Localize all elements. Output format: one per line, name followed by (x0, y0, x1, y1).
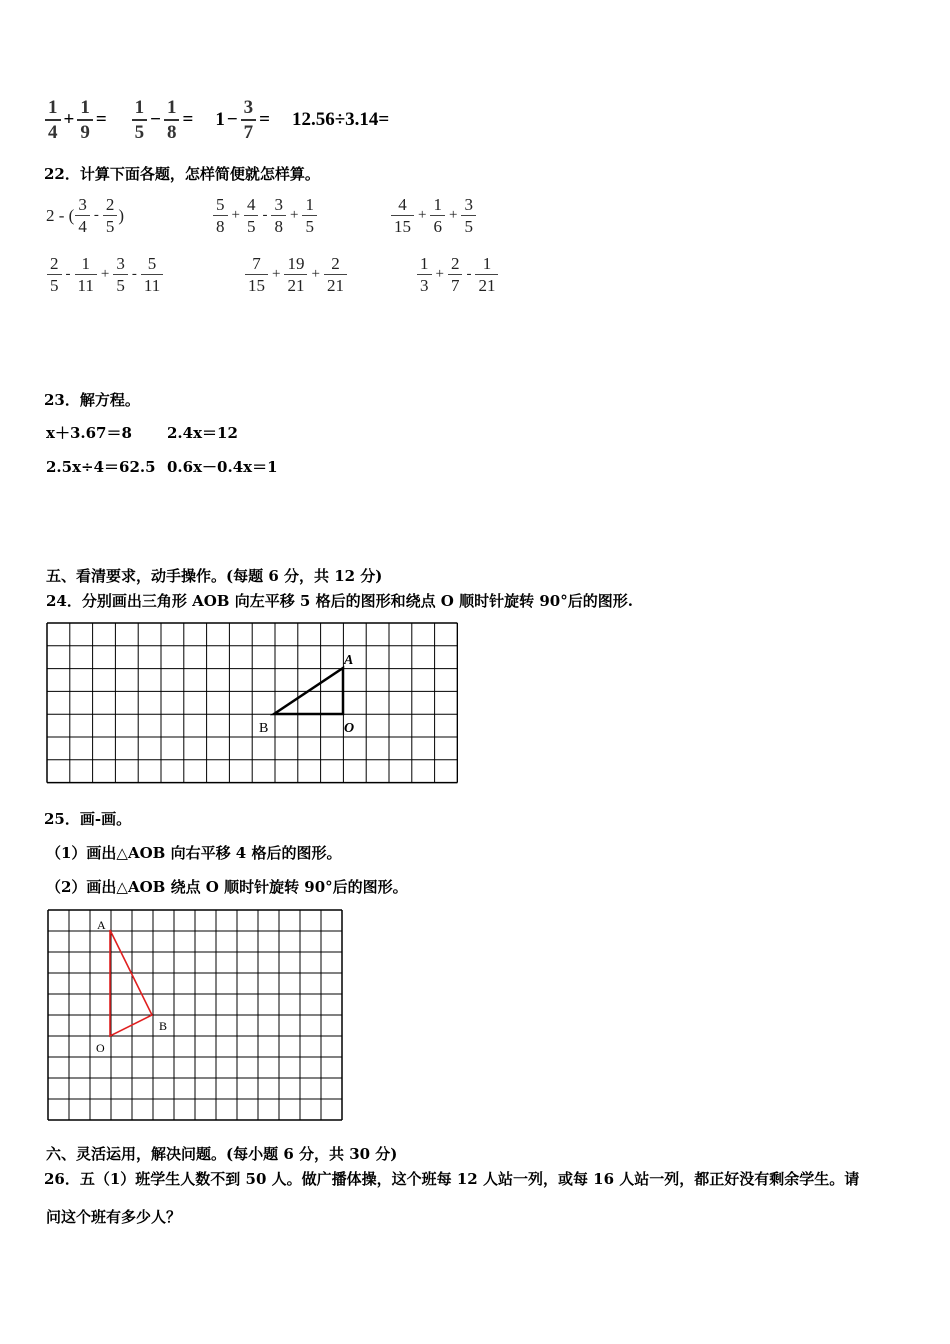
fraction: $\frac{2}{21}$ (324, 255, 347, 294)
label-a: A (97, 918, 106, 932)
operator: − (226, 109, 238, 130)
equation-1: x＋3.67＝8 (46, 424, 132, 442)
q22-title: 22．计算下面各题，怎样简便就怎样算。 (44, 165, 320, 183)
q25-sub-1: （1）画出△AOB 向右平移 4 格后的图形。 (46, 844, 342, 862)
operator: + (311, 266, 320, 282)
equation-2: 2.4x＝12 (167, 424, 238, 442)
label-b: B (159, 1019, 168, 1033)
fraction: $\frac{3}{5}$ (113, 255, 128, 294)
operator: + (289, 207, 299, 223)
fraction: $\frac{1}{6}$ (430, 196, 445, 235)
whole-number: 1 (215, 109, 225, 130)
grid-lines (48, 910, 342, 1120)
fraction: $\frac{7}{15}$ (245, 255, 268, 294)
close-paren: ) (118, 205, 124, 225)
fraction: $\frac{3}{4}$ (75, 196, 90, 235)
label-o: O (96, 1041, 105, 1055)
fraction: $\frac{1}{21}$ (475, 255, 498, 294)
label-b: B (259, 721, 269, 736)
q22-expr-r2c1 (46, 255, 164, 294)
operator: + (435, 266, 444, 282)
q25-grid-figure (47, 909, 345, 1123)
decimal-division: 12.56÷3.14= (291, 109, 390, 130)
q24-title: 24．分别画出三角形 AOB 向左平移 5 格后的图形和绕点 O 顺时针旋转 90°后的图形. (46, 592, 633, 610)
equals-sign: = (182, 109, 194, 130)
q26-line-2: 问这个班有多少人？ (46, 1208, 182, 1226)
equals-sign: = (259, 109, 270, 130)
expr-prefix: 2 - ( (46, 205, 75, 225)
q22-expr-r1c1 (46, 196, 124, 235)
q22-expr-r2c2 (244, 255, 348, 294)
label-o: O (344, 721, 355, 736)
fraction: $\frac{2}{5}$ (103, 196, 118, 235)
fraction: $\frac{2}{5}$ (47, 255, 62, 294)
fraction: $\frac{4}{15}$ (391, 196, 414, 235)
triangle-aob (110, 930, 152, 1036)
operator: + (272, 266, 281, 282)
fraction: $\frac{2}{7}$ (448, 255, 463, 294)
operator: + (448, 207, 458, 223)
fraction: $\frac{5}{8}$ (213, 196, 228, 235)
operator: - (93, 207, 99, 223)
q22-expr-r1c3 (390, 196, 477, 235)
equation-3: 2.5x÷4＝62.5 (46, 458, 156, 476)
fraction: $\frac{19}{21}$ (284, 255, 307, 294)
q26-line-1: 26．五（1）班学生人数不到 50 人。做广播体操，这个班每 12 人站一列，或每 16 人站一列，都正好没有剩余学生。请 (44, 1170, 860, 1188)
q22-expr-r1c2 (212, 196, 318, 235)
fraction: $\frac{1}{5}$ (302, 196, 317, 235)
operator: - (466, 266, 472, 282)
operator: + (418, 207, 427, 223)
operator: − (150, 109, 161, 130)
operator: + (100, 266, 110, 282)
q23-title: 23．解方程。 (44, 391, 140, 409)
fraction: $\frac{1}{5}$ (132, 98, 148, 142)
fraction: $\frac{1}{3}$ (417, 255, 432, 294)
fraction: $\frac{1}{9}$ (77, 98, 93, 142)
operator: - (65, 266, 71, 282)
equation-4: 0.6x－0.4x＝1 (167, 458, 278, 476)
label-a: A (344, 653, 354, 668)
operator: - (131, 266, 137, 282)
fraction: $\frac{3}{7}$ (241, 98, 257, 142)
q22-expr-r2c3 (416, 255, 499, 294)
q25-title: 25．画-画。 (44, 810, 132, 828)
section-5-heading: 五、看清要求，动手操作。(每题 6 分，共 12 分) (46, 567, 383, 585)
fraction: $\frac{1}{11}$ (75, 255, 97, 294)
operator: + (231, 207, 240, 223)
operator: + (63, 109, 75, 130)
equals-sign: = (95, 109, 107, 130)
section-6-heading: 六、灵活运用，解决问题。(每小题 6 分，共 30 分) (46, 1145, 398, 1163)
fraction: $\frac{1}{4}$ (45, 98, 61, 142)
fraction: $\frac{1}{8}$ (164, 98, 180, 142)
top-calc-row (44, 98, 389, 142)
fraction: $\frac{3}{5}$ (461, 196, 476, 235)
fraction: $\frac{3}{8}$ (271, 196, 286, 235)
fraction: $\frac{5}{11}$ (141, 255, 163, 294)
grid-lines (47, 623, 457, 783)
q24-grid-figure (46, 622, 458, 784)
fraction: $\frac{4}{5}$ (244, 196, 259, 235)
operator: - (262, 207, 268, 223)
q25-sub-2: （2）画出△AOB 绕点 O 顺时针旋转 90°后的图形。 (46, 878, 408, 896)
